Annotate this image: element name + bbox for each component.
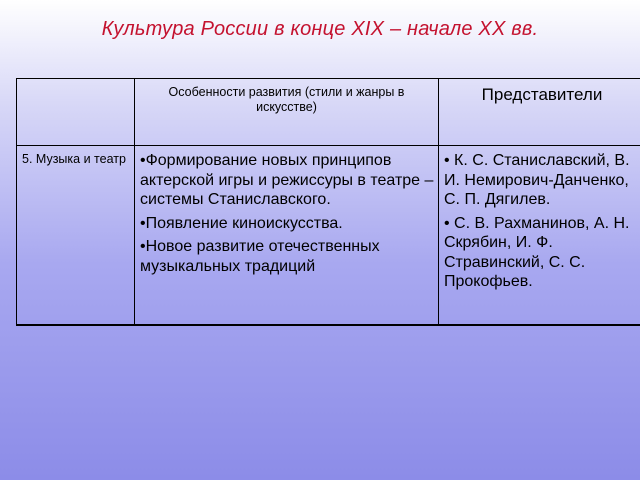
page-title: Культура России в конце XIX – начале XX вв. xyxy=(101,18,539,40)
list-item: • К. С. Станиславский, В. И. Немирович-Данченко, С. П. Дягилев. xyxy=(444,152,630,208)
representatives-list xyxy=(439,146,640,292)
category-label: 5. Музыка и театр xyxy=(22,152,126,166)
table-header-row xyxy=(17,79,640,146)
header-cell-features xyxy=(135,79,439,146)
list-item: • С. В. Рахманинов, А. Н. Скрябин, И. Ф. Стравинский, С. С. Прокофьев. xyxy=(444,214,630,290)
table-row xyxy=(17,146,640,326)
header-representatives-label: Представители xyxy=(481,85,603,104)
list-item: •Появление киноискусства. xyxy=(140,214,343,232)
header-cell-empty xyxy=(17,79,135,146)
list-item: •Формирование новых принципов актерской игры и режиссуры в театре – системы Станиславского. xyxy=(140,152,434,208)
header-cell-representatives xyxy=(439,79,640,146)
features-cell xyxy=(135,146,439,326)
category-cell xyxy=(17,146,135,326)
features-list xyxy=(135,146,438,276)
header-features-label: Особенности развития (стили и жанры в искусстве) xyxy=(168,85,405,114)
list-item: •Новое развитие отечественных музыкальных традиций xyxy=(140,238,380,275)
representatives-cell xyxy=(439,146,640,326)
culture-table xyxy=(16,78,640,326)
